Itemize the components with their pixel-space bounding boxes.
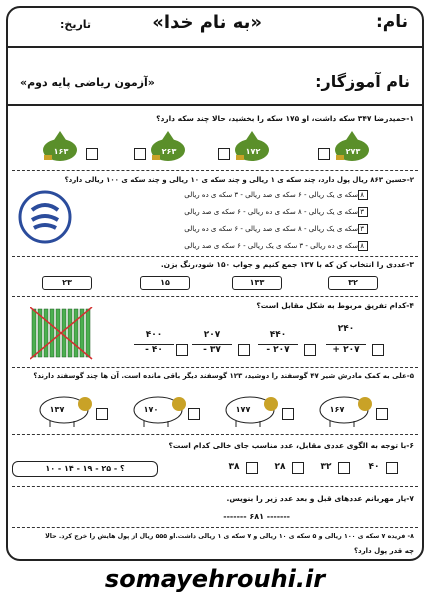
q1-option-4-value: ۱۶۳ bbox=[53, 147, 69, 156]
separator bbox=[12, 527, 418, 528]
question-2: ۲-حسین ۸۶۳ ریال پول دارد، چند سکه ی ۱ ریالی و چند سکه ی ۱۰ ریالی و چند سکه ی ۱۰۰ ریالی دارد؟ bbox=[64, 176, 414, 184]
q1-option-1-value: ۲۷۳ bbox=[345, 147, 361, 156]
question-8-line-2: چه قدر پول دارد؟ bbox=[353, 547, 414, 555]
q3-option-4[interactable]: ۲۳ bbox=[42, 276, 92, 290]
q5-option-1-value: ۱۶۷ bbox=[329, 405, 345, 414]
q1-option-1-checkbox[interactable] bbox=[318, 148, 330, 160]
q6-option-2-value: ۳۲ bbox=[320, 462, 332, 472]
number-pattern-box: ۱۰ - ۱۴ - ۱۹ - ۲۵ - ؟ bbox=[12, 461, 158, 477]
exam-title: «آزمون ریاضی پایه دوم» bbox=[20, 76, 155, 89]
q3-option-3[interactable]: ۱۵ bbox=[140, 276, 190, 290]
q5-option-1-checkbox[interactable] bbox=[376, 408, 388, 420]
question-8: ۸- فریده ۷ سکه ی ۱۰۰ ریالی و ۵ سکه ی ۱۰ ریالی و ۷ سکه ی ۱ ریالی داشت.او ۵۵۵ ریال از پول هایش را خرج کرد. حالا bbox=[45, 533, 414, 540]
q7-number-line: ------- ۶۸۱ ------- bbox=[223, 512, 290, 521]
header-divider bbox=[6, 46, 424, 48]
name-label: نام: bbox=[375, 12, 408, 32]
separator bbox=[12, 367, 418, 368]
q4-option-3-top: ۲۰۷ bbox=[203, 330, 221, 340]
q4-option-4-top: ۴۰۰ bbox=[145, 330, 163, 340]
question-7: ۷-یار مهربانم عددهای قبل و بعد عدد زیر را بنویس. bbox=[226, 494, 414, 503]
q4-option-2-top: ۴۴۰ bbox=[269, 330, 287, 340]
q2-option-3-label: ۳ سکه ی یک ریالی - ۸ سکه ی صد ریالی - ۶ سکه ی ده ریالی bbox=[184, 225, 364, 233]
separator bbox=[12, 486, 418, 487]
question-6: ۶-با توجه به الگوی عددی مقابل، عدد مناسب جای خالی کدام است؟ bbox=[168, 441, 414, 450]
q5-option-4-value: ۱۳۷ bbox=[49, 405, 65, 414]
school-logo bbox=[18, 190, 72, 244]
q1-option-4-checkbox[interactable] bbox=[86, 148, 98, 160]
q6-option-2-checkbox[interactable] bbox=[338, 462, 350, 474]
q6-option-4-checkbox[interactable] bbox=[246, 462, 258, 474]
separator bbox=[12, 296, 418, 297]
question-3: ۳-عددی را انتخاب کن که با ۱۳۷ جمع کنیم و جواب ۱۵۰ شود،رنگ بزن. bbox=[160, 260, 414, 269]
q4-option-4-checkbox[interactable] bbox=[176, 344, 188, 356]
q2-option-4-label: ۸ سکه ی ده ریالی - ۳ سکه ی یک ریالی - ۶ سکه ی صد ریالی bbox=[184, 242, 364, 250]
q4-option-1-top: ۲۴۰ bbox=[337, 324, 355, 334]
separator bbox=[12, 434, 418, 435]
question-1: ۱-حمیدرضا ۳۴۷ سکه داشت، او ۱۷۵ سکه را بخشید، حالا چند سکه دارد؟ bbox=[156, 114, 414, 123]
header-divider-2 bbox=[6, 104, 424, 106]
separator bbox=[12, 170, 418, 171]
footer-watermark: somayehrouhi.ir bbox=[104, 565, 326, 593]
q6-option-1-checkbox[interactable] bbox=[386, 462, 398, 474]
q4-option-2-bottom: - ۲۰۷ bbox=[258, 344, 298, 356]
q5-option-2-value: ۱۷۷ bbox=[235, 405, 251, 414]
date-label: تاریخ: bbox=[60, 18, 92, 31]
q6-option-1-value: ۴۰ bbox=[368, 462, 380, 472]
base-ten-blocks-figure bbox=[30, 307, 96, 361]
question-5: ۵-علی به کمک مادرش شیر ۴۷ گوسفند را دوشید، ۱۲۳ گوسفند دیگر باقی مانده است. آن ها چند گوسفند دارند؟ bbox=[33, 372, 414, 380]
q3-option-2[interactable]: ۱۳۳ bbox=[232, 276, 282, 290]
q1-option-3-value: ۲۶۳ bbox=[161, 147, 177, 156]
q4-option-2-checkbox[interactable] bbox=[304, 344, 316, 356]
q1-option-3-checkbox[interactable] bbox=[134, 148, 146, 160]
q1-option-2-checkbox[interactable] bbox=[218, 148, 230, 160]
q5-option-3-checkbox[interactable] bbox=[188, 408, 200, 420]
q4-option-3-bottom: - ۳۷ bbox=[192, 344, 232, 356]
question-4: ۴-کدام تفریق مربوط به شکل مقابل است؟ bbox=[256, 301, 414, 310]
q6-option-3-value: ۲۸ bbox=[274, 462, 286, 472]
teacher-label: نام آموزگار: bbox=[315, 72, 410, 91]
page-title: «به نام خدا» bbox=[152, 12, 262, 33]
q5-option-4-checkbox[interactable] bbox=[96, 408, 108, 420]
q5-option-3-value: ۱۷۰ bbox=[143, 405, 159, 414]
q4-option-1-bottom: + ۲۰۷ bbox=[326, 344, 366, 356]
q6-option-3-checkbox[interactable] bbox=[292, 462, 304, 474]
q5-option-2-checkbox[interactable] bbox=[282, 408, 294, 420]
q6-option-4-value: ۳۸ bbox=[228, 462, 240, 472]
q2-option-2-label: ۳ سکه ی یک ریالی - ۸ سکه ی ده ریالی - ۶ سکه ی صد ریالی bbox=[184, 208, 364, 216]
separator bbox=[12, 256, 418, 257]
q2-option-1-label: ۸ سکه ی یک ریالی - ۶ سکه ی صد ریالی - ۳ سکه ی ده ریالی bbox=[184, 191, 364, 199]
q1-option-2-value: ۱۷۲ bbox=[245, 147, 261, 156]
q4-option-3-checkbox[interactable] bbox=[238, 344, 250, 356]
q4-option-4-bottom: - ۴۰ bbox=[134, 344, 174, 356]
q4-option-1-checkbox[interactable] bbox=[372, 344, 384, 356]
q3-option-1[interactable]: ۳۲ bbox=[328, 276, 378, 290]
